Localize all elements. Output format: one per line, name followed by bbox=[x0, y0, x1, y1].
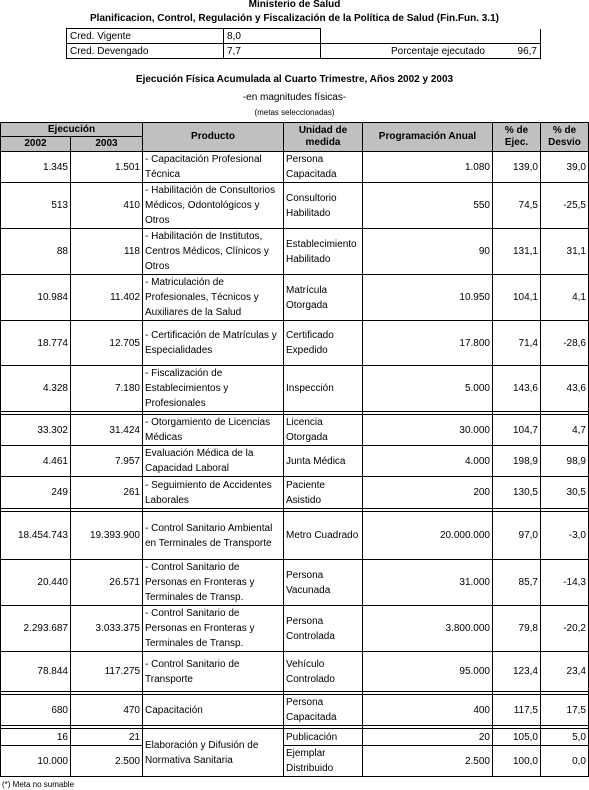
cell-producto: - Habilitación de Consultorios Médicos, Odontológicos y Otros bbox=[143, 183, 284, 229]
cell-2002: 513 bbox=[1, 183, 71, 229]
cell-unidad: Licencia Otorgada bbox=[284, 415, 363, 446]
cell-pct-ejec: 97,0 bbox=[493, 512, 541, 560]
header-2003: 2003 bbox=[71, 137, 143, 152]
cell-2003: 31.424 bbox=[71, 415, 143, 446]
cell-pct-ejec: 104,1 bbox=[493, 275, 541, 321]
cell-2002: 20.440 bbox=[1, 560, 71, 606]
cell-programacion: 400 bbox=[363, 695, 493, 726]
cell-pct-ejec: 79,8 bbox=[493, 606, 541, 652]
cell-programacion: 5.000 bbox=[363, 366, 493, 412]
cell-unidad: Persona Controlada bbox=[284, 606, 363, 652]
header-producto: Producto bbox=[143, 123, 284, 152]
table-row bbox=[1, 229, 589, 275]
cell-pct-ejec: 100,0 bbox=[493, 746, 541, 777]
cell-2002: 4.461 bbox=[1, 446, 71, 477]
cell-2003: 410 bbox=[71, 183, 143, 229]
cell-unidad: Establecimiento Habilitado bbox=[284, 229, 363, 275]
cell-unidad: Paciente Asistido bbox=[284, 477, 363, 509]
cell-programacion: 3.800.000 bbox=[363, 606, 493, 652]
cell-producto: Elaboración y Difusión de Normativa Sanitaria bbox=[143, 729, 284, 777]
cell-programacion: 95.000 bbox=[363, 652, 493, 692]
cell-2003: 21 bbox=[71, 729, 143, 746]
table-body bbox=[1, 152, 589, 777]
cell-pct-desvio: 98,9 bbox=[541, 446, 589, 477]
cell-producto: - Control Sanitario de Personas en Fronteras y Terminales de Transp. bbox=[143, 560, 284, 606]
cell-pct-desvio: 31,1 bbox=[541, 229, 589, 275]
cell-unidad: Certificado Expedido bbox=[284, 321, 363, 366]
cell-2003: 1.501 bbox=[71, 152, 143, 183]
table-row bbox=[1, 366, 589, 412]
cell-pct-desvio: 4,7 bbox=[541, 415, 589, 446]
cred-devengado-value: 7,7 bbox=[224, 44, 321, 59]
cell-2003: 470 bbox=[71, 695, 143, 726]
cell-unidad: Persona Capacitada bbox=[284, 695, 363, 726]
footnote: (*) Meta no sumable bbox=[2, 780, 75, 789]
cell-2003: 261 bbox=[71, 477, 143, 509]
cell-2002: 2.293.687 bbox=[1, 606, 71, 652]
cell-producto: - Seguimiento de Accidentes Laborales bbox=[143, 477, 284, 509]
credit-table bbox=[66, 28, 541, 59]
table-row bbox=[1, 275, 589, 321]
table-row bbox=[1, 512, 589, 560]
cell-2002: 249 bbox=[1, 477, 71, 509]
header-pct-desvio: % de Desvio bbox=[541, 123, 589, 152]
table-row bbox=[1, 560, 589, 606]
cell-producto: - Control Sanitario Ambiental en Terminales de Transporte bbox=[143, 512, 284, 560]
cell-unidad: Vehículo Controlado bbox=[284, 652, 363, 692]
cell-2002: 18.454.743 bbox=[1, 512, 71, 560]
cell-unidad: Metro Cuadrado bbox=[284, 512, 363, 560]
cell-2002: 88 bbox=[1, 229, 71, 275]
cell-pct-desvio: 5,0 bbox=[541, 729, 589, 746]
cell-programacion: 4.000 bbox=[363, 446, 493, 477]
cell-2002: 10.984 bbox=[1, 275, 71, 321]
cell-pct-ejec: 85,7 bbox=[493, 560, 541, 606]
cell-producto: - Fiscalización de Establecimientos y Profesionales bbox=[143, 366, 284, 412]
cell-producto: - Matriculación de Profesionales, Técnicos y Auxiliares de la Salud bbox=[143, 275, 284, 321]
table-row bbox=[1, 606, 589, 652]
cell-pct-ejec: 71,4 bbox=[493, 321, 541, 366]
table-row bbox=[1, 415, 589, 446]
cell-pct-ejec: 130,5 bbox=[493, 477, 541, 509]
cell-2002: 1.345 bbox=[1, 152, 71, 183]
cell-unidad: Matrícula Otorgada bbox=[284, 275, 363, 321]
table-row bbox=[1, 729, 589, 746]
cell-producto: - Control Sanitario de Transporte bbox=[143, 652, 284, 692]
cell-pct-desvio: -20,2 bbox=[541, 606, 589, 652]
cell-programacion: 1.080 bbox=[363, 152, 493, 183]
cell-pct-ejec: 104,7 bbox=[493, 415, 541, 446]
cell-pct-desvio: 23,4 bbox=[541, 652, 589, 692]
header-ejecucion: Ejecución bbox=[1, 123, 143, 137]
cell-2002: 10.000 bbox=[1, 746, 71, 777]
cell-programacion: 30.000 bbox=[363, 415, 493, 446]
cell-pct-desvio: 4,1 bbox=[541, 275, 589, 321]
cell-programacion: 10.950 bbox=[363, 275, 493, 321]
cell-2003: 26.571 bbox=[71, 560, 143, 606]
cell-2003: 2.500 bbox=[71, 746, 143, 777]
table-row bbox=[1, 446, 589, 477]
cell-unidad: Inspección bbox=[284, 366, 363, 412]
section-note: (metas seleccionadas) bbox=[254, 108, 335, 117]
cell-2003: 7.180 bbox=[71, 366, 143, 412]
program-subtitle: Planificacion, Control, Regulación y Fiscalización de la Política de Salud (Fin.Fun. 3.1) bbox=[90, 13, 499, 24]
table-row bbox=[1, 183, 589, 229]
cell-pct-desvio: 30,5 bbox=[541, 477, 589, 509]
header-programacion: Programación Anual bbox=[363, 123, 493, 152]
header-2002: 2002 bbox=[1, 137, 71, 152]
cell-unidad: Junta Médica bbox=[284, 446, 363, 477]
cell-unidad: Persona Capacitada bbox=[284, 152, 363, 183]
cell-producto: - Habilitación de Institutos, Centros Médicos, Clínicos y Otros bbox=[143, 229, 284, 275]
cell-producto: - Control Sanitario de Personas en Fronteras y Terminales de Transp. bbox=[143, 606, 284, 652]
header-pct-ejec: % de Ejec. bbox=[493, 123, 541, 152]
cell-programacion: 550 bbox=[363, 183, 493, 229]
cell-pct-desvio: -25,5 bbox=[541, 183, 589, 229]
cell-producto: - Capacitación Profesional Técnica bbox=[143, 152, 284, 183]
cell-programacion: 200 bbox=[363, 477, 493, 509]
cell-pct-desvio: 17,5 bbox=[541, 695, 589, 726]
cell-producto: Capacitación bbox=[143, 695, 284, 726]
cell-2002: 78.844 bbox=[1, 652, 71, 692]
cred-vigente-label: Cred. Vigente bbox=[67, 29, 224, 44]
cell-unidad: Publicación bbox=[284, 729, 363, 746]
cell-2002: 33.302 bbox=[1, 415, 71, 446]
cell-unidad: Ejemplar Distribuido bbox=[284, 746, 363, 777]
cell-pct-ejec: 143,6 bbox=[493, 366, 541, 412]
cell-unidad: Persona Vacunada bbox=[284, 560, 363, 606]
cell-pct-desvio: 43,6 bbox=[541, 366, 589, 412]
cell-programacion: 20 bbox=[363, 729, 493, 746]
cell-producto: - Certificación de Matrículas y Especialidades bbox=[143, 321, 284, 366]
cell-pct-desvio: -3,0 bbox=[541, 512, 589, 560]
porcentaje-value: 96,7 bbox=[517, 45, 537, 57]
table-row bbox=[1, 152, 589, 183]
cell-pct-ejec: 139,0 bbox=[493, 152, 541, 183]
cell-producto: Evaluación Médica de la Capacidad Laboral bbox=[143, 446, 284, 477]
cell-2003: 118 bbox=[71, 229, 143, 275]
cell-pct-desvio: 39,0 bbox=[541, 152, 589, 183]
cell-programacion: 20.000.000 bbox=[363, 512, 493, 560]
table-row bbox=[1, 321, 589, 366]
section-subtitle: -en magnitudes físicas- bbox=[242, 92, 347, 103]
cell-2003: 3.033.375 bbox=[71, 606, 143, 652]
cell-pct-desvio: -14,3 bbox=[541, 560, 589, 606]
cell-pct-ejec: 74,5 bbox=[493, 183, 541, 229]
cell-unidad: Consultorio Habilitado bbox=[284, 183, 363, 229]
porcentaje-label: Porcentaje ejecutado bbox=[391, 45, 485, 57]
cell-pct-desvio: -28,6 bbox=[541, 321, 589, 366]
cred-vigente-value: 8,0 bbox=[224, 29, 321, 44]
cell-programacion: 31.000 bbox=[363, 560, 493, 606]
cell-programacion: 90 bbox=[363, 229, 493, 275]
cell-producto: - Otorgamiento de Licencias Médicas bbox=[143, 415, 284, 446]
table-row bbox=[1, 652, 589, 692]
cell-2003: 12.705 bbox=[71, 321, 143, 366]
cell-pct-ejec: 105,0 bbox=[493, 729, 541, 746]
cell-2002: 16 bbox=[1, 729, 71, 746]
cell-pct-ejec: 198,9 bbox=[493, 446, 541, 477]
cell-pct-ejec: 123,4 bbox=[493, 652, 541, 692]
cell-2003: 7.957 bbox=[71, 446, 143, 477]
cell-pct-desvio: 0,0 bbox=[541, 746, 589, 777]
table-row bbox=[1, 746, 589, 777]
cell-pct-ejec: 131,1 bbox=[493, 229, 541, 275]
cell-2003: 117.275 bbox=[71, 652, 143, 692]
cred-devengado-label: Cred. Devengado bbox=[67, 44, 224, 59]
section-title: Ejecución Física Acumulada al Cuarto Trimestre, Años 2002 y 2003 bbox=[135, 74, 454, 85]
ministry-title: Ministerio de Salud bbox=[248, 0, 341, 10]
cell-2003: 11.402 bbox=[71, 275, 143, 321]
header-unidad: Unidad de medida bbox=[284, 123, 363, 152]
cell-2002: 680 bbox=[1, 695, 71, 726]
cell-2003: 19.393.900 bbox=[71, 512, 143, 560]
execution-table bbox=[0, 122, 589, 777]
cell-programacion: 17.800 bbox=[363, 321, 493, 366]
cell-2002: 18.774 bbox=[1, 321, 71, 366]
table-row bbox=[1, 695, 589, 726]
cell-programacion: 2.500 bbox=[363, 746, 493, 777]
cell-2002: 4.328 bbox=[1, 366, 71, 412]
table-row bbox=[1, 477, 589, 509]
cell-pct-ejec: 117,5 bbox=[493, 695, 541, 726]
